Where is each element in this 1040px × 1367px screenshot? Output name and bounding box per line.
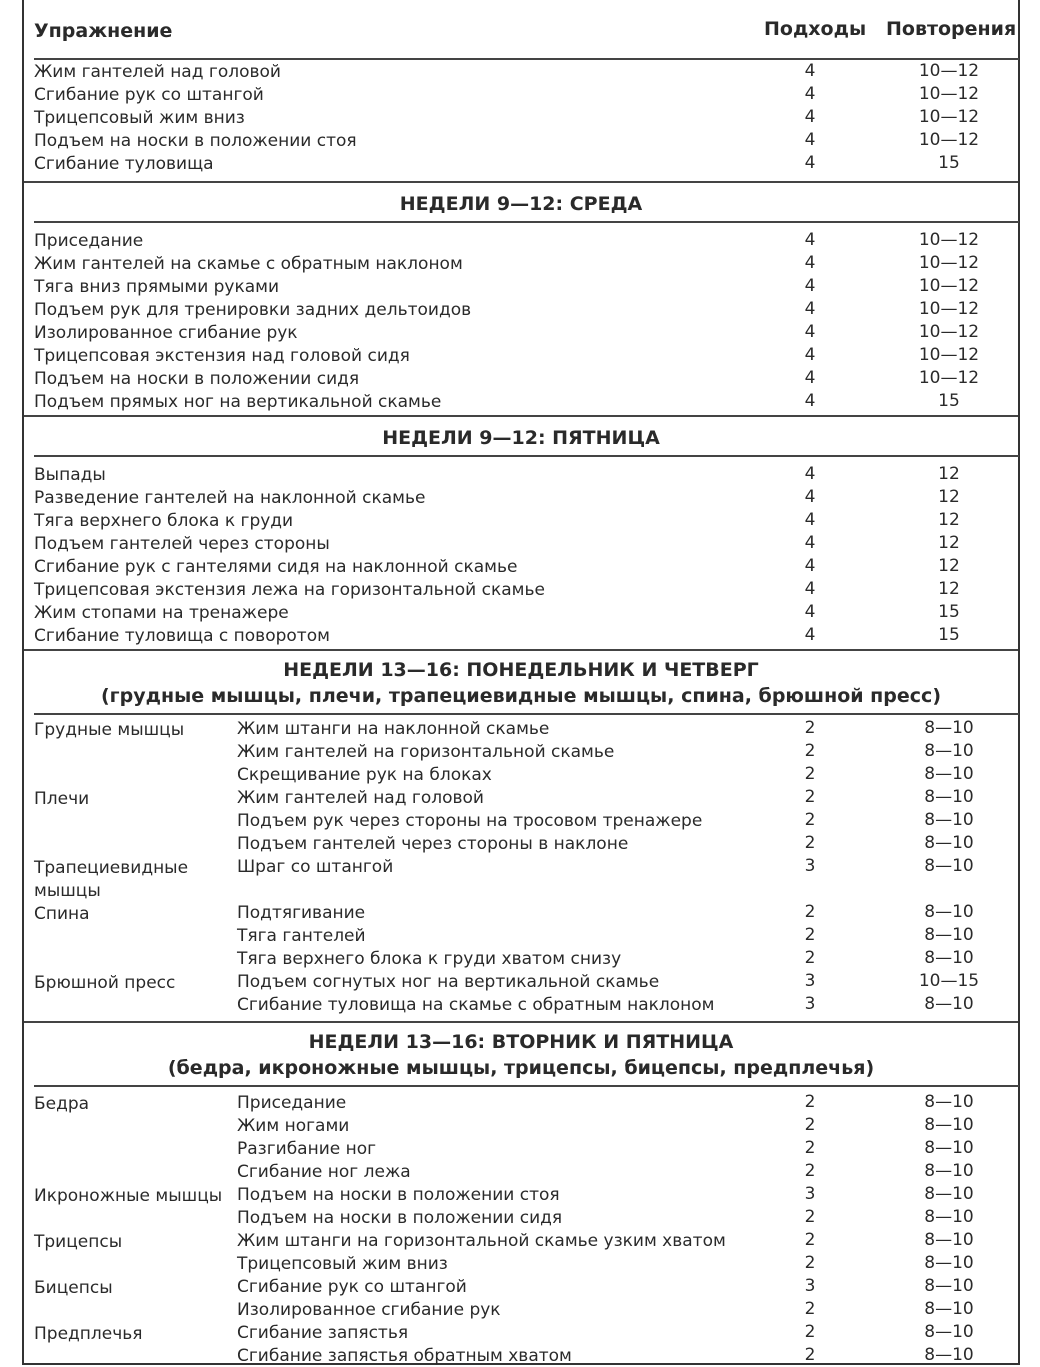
reps-value: 8—10 bbox=[924, 1253, 974, 1273]
muscle-group: Грудные мышцы bbox=[34, 720, 185, 740]
exercise-name: Трицепсовый жим вниз bbox=[34, 108, 245, 128]
exercise-name: Изолированное сгибание рук bbox=[237, 1300, 501, 1320]
sets-value: 2 bbox=[804, 1230, 816, 1250]
exercise-name: Подъем согнутых ног на вертикальной скамье bbox=[237, 972, 660, 992]
exercise-name: Сгибание туловища bbox=[34, 154, 214, 174]
reps-value: 8—10 bbox=[924, 833, 974, 853]
reps-value: 10—12 bbox=[918, 368, 980, 388]
table-row bbox=[24, 555, 1018, 578]
table-row bbox=[24, 809, 1018, 832]
sets-value: 4 bbox=[804, 510, 816, 530]
exercise-name: Жим гантелей над головой bbox=[237, 788, 484, 808]
exercise-name: Тяга верхнего блока к груди bbox=[34, 511, 294, 531]
exercise-name: Разведение гантелей на наклонной скамье bbox=[34, 488, 426, 508]
exercise-name: Изолированное сгибание рук bbox=[34, 323, 298, 343]
sets-value: 4 bbox=[804, 579, 816, 599]
table-row bbox=[24, 1229, 1018, 1252]
exercise-name: Подъем на носки в положении сидя bbox=[34, 369, 360, 389]
table-row bbox=[24, 275, 1018, 298]
reps-value: 12 bbox=[938, 533, 960, 553]
exercise-name: Сгибание запястья bbox=[237, 1323, 409, 1343]
table-row bbox=[24, 152, 1018, 175]
table-row bbox=[24, 486, 1018, 509]
reps-value: 8—10 bbox=[924, 1230, 974, 1250]
sets-value: 3 bbox=[804, 1184, 816, 1204]
reps-value: 8—10 bbox=[924, 1092, 974, 1112]
table-row bbox=[24, 1321, 1018, 1344]
table-row bbox=[24, 344, 1018, 367]
table-row bbox=[24, 855, 1018, 878]
muscle-group: Икроножные мышцы bbox=[34, 1186, 223, 1206]
table-row bbox=[24, 367, 1018, 390]
sets-value: 2 bbox=[804, 925, 816, 945]
muscle-group: Плечи bbox=[34, 789, 90, 809]
reps-value: 12 bbox=[938, 510, 960, 530]
sets-value: 4 bbox=[804, 602, 816, 622]
table-row bbox=[24, 1252, 1018, 1275]
muscle-group: Трапециевидные bbox=[34, 858, 189, 878]
exercise-name: Приседание bbox=[34, 231, 144, 251]
section-title bbox=[24, 651, 1018, 713]
header-exercise: Упражнение bbox=[34, 20, 173, 42]
reps-value: 10—12 bbox=[918, 230, 980, 250]
reps-value: 8—10 bbox=[924, 1276, 974, 1296]
reps-value: 8—10 bbox=[924, 741, 974, 761]
sets-value: 4 bbox=[804, 322, 816, 342]
reps-value: 10—12 bbox=[918, 61, 980, 81]
exercise-name: Сгибание рук с гантелями сидя на наклонной скамье bbox=[34, 557, 518, 577]
muscle-group: Спина bbox=[34, 904, 90, 924]
table-row bbox=[24, 1114, 1018, 1137]
exercise-name: Подъем на носки в положении стоя bbox=[237, 1185, 560, 1205]
reps-value: 10—12 bbox=[918, 276, 980, 296]
reps-value: 10—12 bbox=[918, 253, 980, 273]
sets-value: 4 bbox=[804, 345, 816, 365]
exercise-name: Сгибание ног лежа bbox=[237, 1162, 411, 1182]
reps-value: 10—15 bbox=[918, 971, 980, 991]
sets-value: 2 bbox=[804, 1322, 816, 1342]
exercise-name: Тяга гантелей bbox=[237, 926, 366, 946]
reps-value: 8—10 bbox=[924, 1299, 974, 1319]
exercise-name: Подъем рук через стороны на тросовом тренажере bbox=[237, 811, 703, 831]
table-row bbox=[24, 1275, 1018, 1298]
table-row bbox=[24, 1206, 1018, 1229]
muscle-group: Брюшной пресс bbox=[34, 973, 176, 993]
sets-value: 4 bbox=[804, 556, 816, 576]
sets-value: 4 bbox=[804, 533, 816, 553]
muscle-group: Бедра bbox=[34, 1094, 90, 1114]
reps-value: 8—10 bbox=[924, 994, 974, 1014]
sets-value: 4 bbox=[804, 368, 816, 388]
table-row bbox=[24, 463, 1018, 486]
table-row bbox=[24, 1298, 1018, 1321]
sets-value: 2 bbox=[804, 1253, 816, 1273]
sets-value: 4 bbox=[804, 276, 816, 296]
sets-value: 4 bbox=[804, 61, 816, 81]
sets-value: 2 bbox=[804, 1092, 816, 1112]
table-row bbox=[24, 229, 1018, 252]
sets-value: 2 bbox=[804, 718, 816, 738]
reps-value: 12 bbox=[938, 487, 960, 507]
reps-value: 12 bbox=[938, 556, 960, 576]
reps-value: 8—10 bbox=[924, 948, 974, 968]
reps-value: 10—12 bbox=[918, 345, 980, 365]
table-row bbox=[24, 993, 1018, 1016]
sets-value: 2 bbox=[804, 1138, 816, 1158]
table-row bbox=[24, 878, 1018, 901]
table-row bbox=[24, 832, 1018, 855]
reps-value: 12 bbox=[938, 464, 960, 484]
exercise-name: Шраг со штангой bbox=[237, 857, 394, 877]
exercise-name: Жим стопами на тренажере bbox=[34, 603, 289, 623]
exercise-name: Трицепсовый жим вниз bbox=[237, 1254, 448, 1274]
reps-value: 8—10 bbox=[924, 1138, 974, 1158]
exercise-name: Тяга вниз прямыми руками bbox=[34, 277, 280, 297]
sets-value: 2 bbox=[804, 764, 816, 784]
exercise-name: Скрещивание рук на блоках bbox=[237, 765, 492, 785]
exercise-name: Приседание bbox=[237, 1093, 347, 1113]
reps-value: 8—10 bbox=[924, 1184, 974, 1204]
workout-table bbox=[22, 0, 1020, 1365]
table-row bbox=[24, 390, 1018, 413]
sets-value: 2 bbox=[804, 948, 816, 968]
exercise-name: Подъем на носки в положении сидя bbox=[237, 1208, 563, 1228]
sets-value: 2 bbox=[804, 1345, 816, 1365]
reps-value: 15 bbox=[938, 625, 960, 645]
table-row bbox=[24, 717, 1018, 740]
reps-value: 8—10 bbox=[924, 1322, 974, 1342]
reps-value: 10—12 bbox=[918, 299, 980, 319]
sets-value: 2 bbox=[804, 810, 816, 830]
table-row bbox=[24, 60, 1018, 83]
header-reps: Повторения bbox=[886, 18, 1017, 40]
header-sets: Подходы bbox=[764, 18, 867, 40]
exercise-name: Сгибание рук со штангой bbox=[237, 1277, 467, 1297]
table-row bbox=[24, 901, 1018, 924]
table-row bbox=[24, 740, 1018, 763]
exercise-name: Подъем гантелей через стороны bbox=[34, 534, 330, 554]
reps-value: 8—10 bbox=[924, 787, 974, 807]
sets-value: 2 bbox=[804, 1161, 816, 1181]
muscle-group: Бицепсы bbox=[34, 1278, 113, 1298]
table-row bbox=[24, 1160, 1018, 1183]
table-row bbox=[24, 509, 1018, 532]
exercise-name: Трицепсовая экстензия лежа на горизонтальной скамье bbox=[34, 580, 545, 600]
table-row bbox=[24, 129, 1018, 152]
block5-rows bbox=[24, 1087, 1018, 1367]
table-row bbox=[24, 252, 1018, 275]
table-row bbox=[24, 1183, 1018, 1206]
sets-value: 4 bbox=[804, 625, 816, 645]
muscle-group: Трицепсы bbox=[34, 1232, 123, 1252]
block2-rows bbox=[24, 223, 1018, 413]
reps-value: 15 bbox=[938, 391, 960, 411]
block4-rows bbox=[24, 715, 1018, 1016]
reps-value: 8—10 bbox=[924, 902, 974, 922]
exercise-name: Разгибание ног bbox=[237, 1139, 377, 1159]
reps-value: 8—10 bbox=[924, 1161, 974, 1181]
reps-value: 8—10 bbox=[924, 1115, 974, 1135]
table-row bbox=[24, 298, 1018, 321]
sets-value: 2 bbox=[804, 1207, 816, 1227]
sets-value: 4 bbox=[804, 130, 816, 150]
table-row bbox=[24, 1137, 1018, 1160]
sets-value: 4 bbox=[804, 153, 816, 173]
table-row bbox=[24, 578, 1018, 601]
table-row bbox=[24, 532, 1018, 555]
reps-value: 8—10 bbox=[924, 1207, 974, 1227]
section-title: НЕДЕЛИ 9—12: СРЕДА bbox=[399, 193, 643, 215]
table-row bbox=[24, 601, 1018, 624]
reps-value: 15 bbox=[938, 153, 960, 173]
section-title-main: НЕДЕЛИ 13—16: ВТОРНИК И ПЯТНИЦА bbox=[308, 1031, 734, 1053]
sets-value: 2 bbox=[804, 741, 816, 761]
section-subtitle: (грудные мышцы, плечи, трапециевидные мышцы, спина, брюшной пресс) bbox=[101, 685, 941, 707]
exercise-name: Сгибание туловища на скамье с обратным наклоном bbox=[237, 995, 715, 1015]
reps-value: 8—10 bbox=[924, 718, 974, 738]
table-row bbox=[24, 106, 1018, 129]
exercise-name: Тяга верхнего блока к груди хватом снизу bbox=[237, 949, 622, 969]
muscle-group: мышцы bbox=[34, 881, 101, 901]
exercise-name: Жим гантелей на горизонтальной скамье bbox=[237, 742, 615, 762]
exercise-name: Трицепсовая экстензия над головой сидя bbox=[34, 346, 410, 366]
section-title bbox=[24, 1023, 1018, 1085]
sets-value: 4 bbox=[804, 84, 816, 104]
table-row bbox=[24, 624, 1018, 647]
exercise-name: Жим гантелей на скамье с обратным наклоном bbox=[34, 254, 463, 274]
reps-value: 10—12 bbox=[918, 322, 980, 342]
reps-value: 10—12 bbox=[918, 84, 980, 104]
table-row bbox=[24, 786, 1018, 809]
sets-value: 4 bbox=[804, 299, 816, 319]
sets-value: 4 bbox=[804, 487, 816, 507]
reps-value: 12 bbox=[938, 579, 960, 599]
table-header bbox=[24, 0, 1018, 58]
table-row bbox=[24, 83, 1018, 106]
exercise-name: Жим гантелей над головой bbox=[34, 62, 281, 82]
block3-rows bbox=[24, 457, 1018, 647]
sets-value: 2 bbox=[804, 1115, 816, 1135]
table-row bbox=[24, 321, 1018, 344]
exercise-name: Жим штанги на наклонной скамье bbox=[237, 719, 550, 739]
sets-value: 3 bbox=[804, 856, 816, 876]
reps-value: 8—10 bbox=[924, 810, 974, 830]
table-row bbox=[24, 970, 1018, 993]
table-row bbox=[24, 1091, 1018, 1114]
reps-value: 10—12 bbox=[918, 130, 980, 150]
exercise-name: Подъем прямых ног на вертикальной скамье bbox=[34, 392, 442, 412]
sets-value: 4 bbox=[804, 253, 816, 273]
reps-value: 8—10 bbox=[924, 856, 974, 876]
section-subtitle: (бедра, икроножные мышцы, трицепсы, бицепсы, предплечья) bbox=[167, 1057, 875, 1079]
muscle-group: Предплечья bbox=[34, 1324, 143, 1344]
sets-value: 3 bbox=[804, 994, 816, 1014]
sets-value: 4 bbox=[804, 230, 816, 250]
exercise-name: Подъем рук для тренировки задних дельтоидов bbox=[34, 300, 472, 320]
reps-value: 8—10 bbox=[924, 1345, 974, 1365]
table-row bbox=[24, 763, 1018, 786]
table-row bbox=[24, 924, 1018, 947]
exercise-name: Сгибание рук со штангой bbox=[34, 85, 264, 105]
section-title-main: НЕДЕЛИ 13—16: ПОНЕДЕЛЬНИК И ЧЕТВЕРГ bbox=[283, 659, 759, 681]
sets-value: 2 bbox=[804, 833, 816, 853]
exercise-name: Подтягивание bbox=[237, 903, 366, 923]
sets-value: 2 bbox=[804, 787, 816, 807]
block1-rows bbox=[24, 60, 1018, 175]
reps-value: 8—10 bbox=[924, 925, 974, 945]
sets-value: 2 bbox=[804, 1299, 816, 1319]
exercise-name: Сгибание запястья обратным хватом bbox=[237, 1346, 572, 1366]
reps-value: 10—12 bbox=[918, 107, 980, 127]
table-row bbox=[24, 1344, 1018, 1367]
exercise-name: Сгибание туловища с поворотом bbox=[34, 626, 330, 646]
reps-value: 15 bbox=[938, 602, 960, 622]
reps-value: 8—10 bbox=[924, 764, 974, 784]
exercise-name: Жим штанги на горизонтальной скамье узким хватом bbox=[237, 1231, 726, 1251]
sets-value: 4 bbox=[804, 107, 816, 127]
sets-value: 4 bbox=[804, 464, 816, 484]
sets-value: 3 bbox=[804, 971, 816, 991]
exercise-name: Подъем на носки в положении стоя bbox=[34, 131, 357, 151]
exercise-name: Выпады bbox=[34, 465, 106, 485]
exercise-name: Подъем гантелей через стороны в наклоне bbox=[237, 834, 629, 854]
section-title: НЕДЕЛИ 9—12: ПЯТНИЦА bbox=[382, 427, 660, 449]
table-row bbox=[24, 947, 1018, 970]
sets-value: 3 bbox=[804, 1276, 816, 1296]
exercise-name: Жим ногами bbox=[237, 1116, 350, 1136]
sets-value: 2 bbox=[804, 902, 816, 922]
sets-value: 4 bbox=[804, 391, 816, 411]
